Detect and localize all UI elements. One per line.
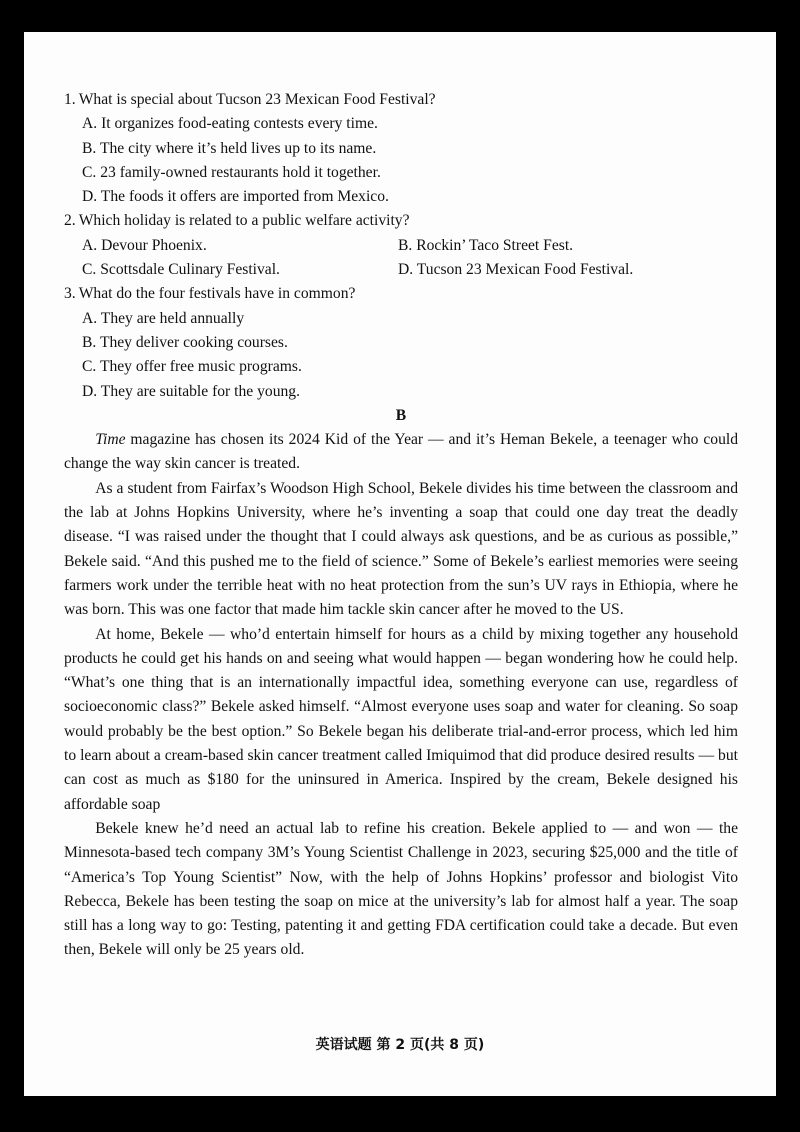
question-2 — [64, 209, 738, 282]
page-footer: 英语试题 第 2 页(共 8 页) — [315, 1037, 485, 1053]
option-text: Rockin’ Taco Street Fest. — [416, 236, 574, 254]
paragraph-text: magazine has chosen its 2024 Kid of the Year — and it’s Heman Bekele, a teenager who could change the way skin cancer is treated. — [64, 431, 738, 473]
option-label: A. — [82, 309, 98, 327]
question-number: 2. — [64, 212, 76, 230]
option-text: The foods it offers are imported from Mexico. — [100, 188, 389, 206]
option-c — [82, 258, 398, 282]
option-text: They offer free music programs. — [99, 358, 302, 376]
option-text: Tucson 23 Mexican Food Festival. — [416, 261, 634, 279]
option-a — [82, 234, 398, 258]
question-stem — [64, 282, 738, 306]
question-stem — [64, 209, 738, 233]
page-content — [64, 88, 738, 963]
option-label: C. — [82, 163, 97, 181]
option-label: D. — [82, 382, 98, 400]
passage-b — [64, 404, 738, 963]
option-b — [82, 331, 738, 355]
italic-title: Time — [95, 431, 126, 449]
option-c — [82, 355, 738, 379]
option-label: A. — [82, 236, 98, 254]
option-b — [398, 234, 738, 258]
paragraph-4: Bekele knew he’d need an actual lab to refine his creation. Bekele applied to — and won — the Minnesota-based tech company 3M’s Young Scientist Challenge in 2023, securing $25,000 and the title of “America’s Top Young Scientist” Now, with the help of Johns Hopkins’ professor and biologist Vito Rebecca, Bekele has been testing the soap on mice at the university’s lab for almost half a year. The soap still has a long way to go: Testing, patenting it and getting FDA certification could take a decade. But even then, Bekele will only be 25 years old. — [64, 819, 738, 959]
option-label: A. — [82, 115, 98, 133]
option-text: They are suitable for the young. — [100, 382, 300, 400]
options-grid — [82, 234, 738, 283]
option-a — [82, 307, 738, 331]
question-number: 1. — [64, 91, 76, 108]
question-1 — [64, 88, 738, 209]
option-text: They are held annually — [100, 309, 245, 327]
option-text: Scottsdale Culinary Festival. — [100, 261, 280, 279]
option-label: B. — [82, 139, 97, 157]
exam-page — [24, 32, 776, 1096]
option-text: They deliver cooking courses. — [99, 333, 288, 351]
section-label: B — [395, 406, 407, 424]
question-text: What do the four festivals have in common? — [78, 285, 356, 303]
option-d — [82, 380, 738, 404]
paragraph-3: At home, Bekele — who’d entertain himself for hours as a child by mixing together any household products he could get his hands on and seeing what would happen — began wondering how he could help. “What’s one thing that is an internationally impactful idea, something everyone can use, regardless of socioeconomic class?” Bekele asked himself. “Almost everyone uses soap and water for cleaning. So soap would probably be the best option.” So Bekele began his deliberate trial-and-error process, which led him to learn about a cream-based skin cancer treatment called Imiquimod that did produce desired results — but can cost as much as $180 for the uninsured in America. Inspired by the cream, Bekele designed his affordable soap — [64, 625, 738, 813]
paragraph-1 — [64, 428, 738, 477]
question-text: Which holiday is related to a public welfare activity? — [78, 212, 410, 230]
option-text: Devour Phoenix. — [101, 236, 207, 254]
option-label: B. — [398, 236, 413, 254]
option-b — [82, 137, 738, 161]
question-text: What is special about Tucson 23 Mexican Food Festival? — [78, 91, 436, 108]
option-label: B. — [82, 333, 97, 351]
option-d — [398, 258, 738, 282]
question-stem — [64, 88, 738, 112]
question-number: 3. — [64, 285, 76, 303]
option-label: C. — [82, 261, 97, 279]
option-label: D. — [82, 188, 98, 206]
option-label: C. — [82, 358, 97, 376]
question-3 — [64, 282, 738, 403]
option-label: D. — [398, 261, 414, 279]
option-a — [82, 112, 738, 136]
option-text: It organizes food-eating contests every time. — [101, 115, 378, 133]
option-text: The city where it’s held lives up to its name. — [99, 139, 377, 157]
option-d — [82, 185, 738, 209]
paragraph-2: As a student from Fairfax’s Woodson High School, Bekele divides his time between the classroom and the lab at Johns Hopkins University, where he’s inventing a soap that could one day treat the deadly disease. “I was raised under the thought that I could always ask questions, and be as curious as possible,” Bekele said. “And this pushed me to the field of science.” Some of Bekele’s earliest memories were seeing farmers work under the terrible heat with no heat protection from the sun’s UV rays in Ethiopia, where he was born. This was one factor that made him tackle skin cancer after he moved to the US. — [64, 479, 738, 619]
option-text: 23 family-owned restaurants hold it together. — [100, 163, 381, 181]
option-c — [82, 161, 738, 185]
